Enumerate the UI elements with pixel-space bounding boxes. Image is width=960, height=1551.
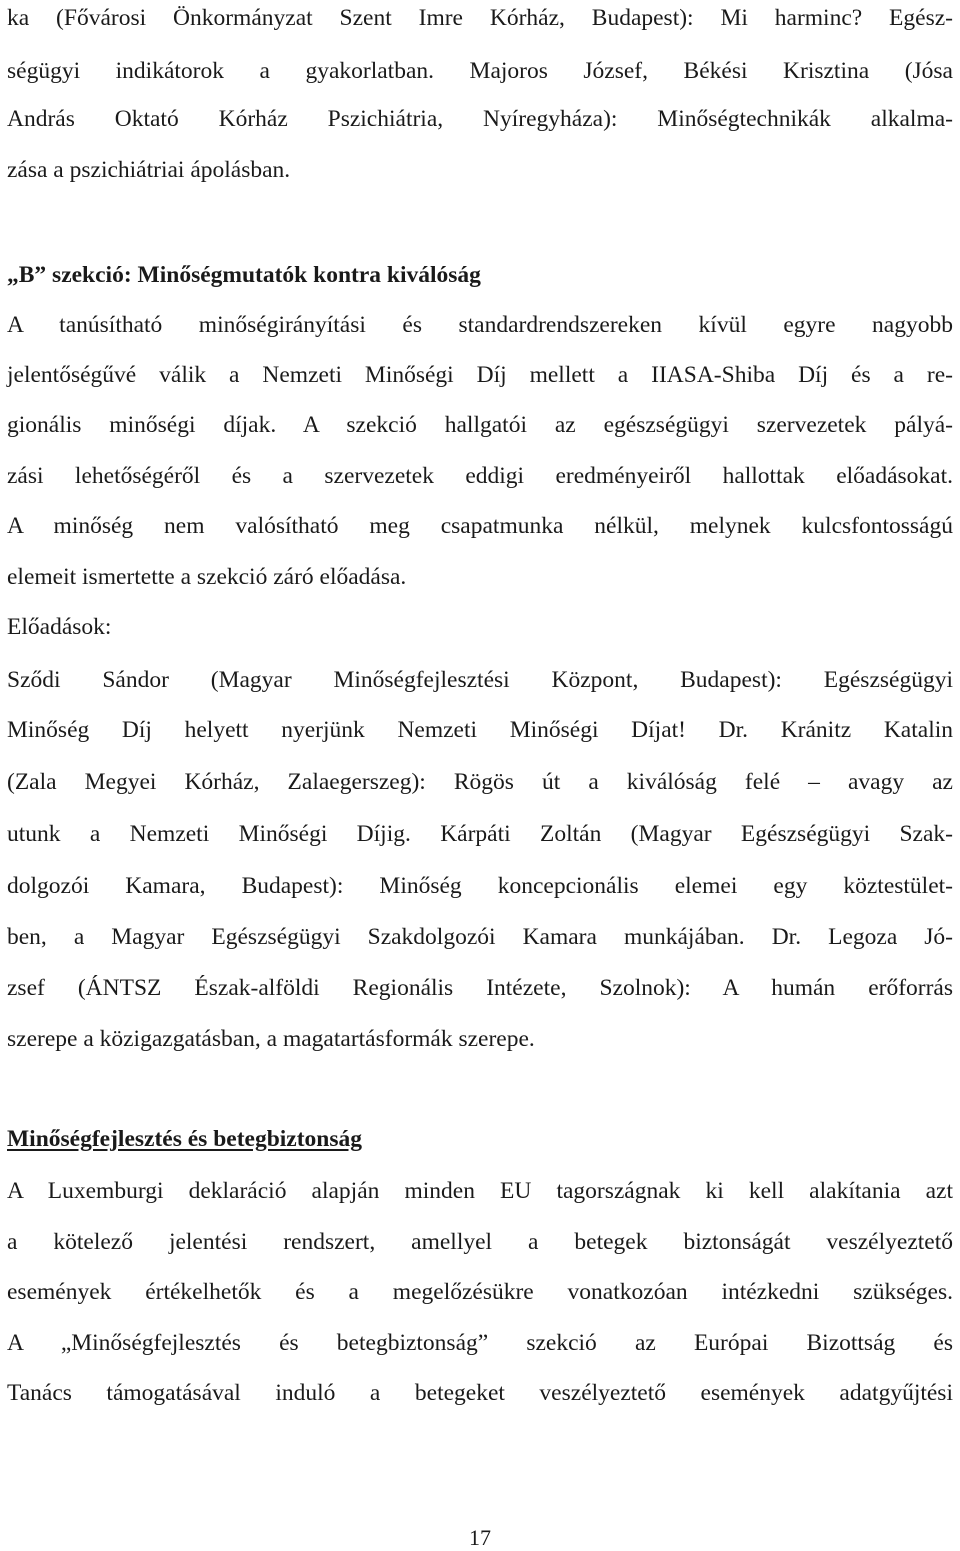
section-heading: „B” szekció: Minőségmutatók kontra kiválóság (7, 262, 481, 288)
text-line: ben, a Magyar Egészségügyi Szakdolgozói Kamara munkájában. Dr. Legoza Jó- (7, 924, 953, 950)
text-line: Sződi Sándor (Magyar Minőségfejlesztési Központ, Budapest): Egészségügyi (7, 667, 953, 693)
page-number: 17 (469, 1525, 491, 1550)
text-line: (Zala Megyei Kórház, Zalaegerszeg): Rögös út a kiválóság felé – avagy az (7, 769, 953, 795)
text-line: dolgozói Kamara, Budapest): Minőség koncepcionális elemei egy köztestület- (7, 873, 953, 899)
text-line: gionális minőségi díjak. A szekció hallgatói az egészségügyi szervezetek pályá- (7, 412, 953, 438)
lectures-label: Előadások: (7, 614, 112, 640)
text-line: utunk a Nemzeti Minőségi Díjig. Kárpáti Zoltán (Magyar Egészségügyi Szak- (7, 821, 953, 847)
text-line: ségügyi indikátorok a gyakorlatban. Majoros József, Békési Krisztina (Jósa (7, 58, 953, 84)
text-line: szerepe a közigazgatásban, a magatartásformák szerepe. (7, 1026, 535, 1052)
text-line: zsef (ÁNTSZ Észak-alföldi Regionális Intézete, Szolnok): A humán erőforrás (7, 975, 953, 1001)
text-line: események értékelhetők és a megelőzésükre vonatkozóan intézkedni szükséges. (7, 1279, 953, 1305)
text-line: elemeit ismertette a szekció záró előadása. (7, 564, 407, 590)
text-line: A Luxemburgi deklaráció alapján minden EU tagországnak ki kell alakítania azt (7, 1178, 953, 1204)
text-line: jelentőségűvé válik a Nemzeti Minőségi Díj mellett a IIASA-Shiba Díj és a re- (7, 362, 953, 388)
text-line: zási lehetőségéről és a szervezetek eddigi eredményeiről hallottak előadásokat. (7, 463, 953, 489)
text-line: András Oktató Kórház Pszichiátria, Nyíregyháza): Minőségtechnikák alkalma- (7, 106, 953, 132)
text-line: Minőség Díj helyett nyerjünk Nemzeti Minőségi Díjat! Dr. Kránitz Katalin (7, 717, 953, 743)
text-line: a kötelező jelentési rendszert, amellyel a betegek biztonságát veszélyeztető (7, 1229, 953, 1255)
section-heading: Minőségfejlesztés és betegbiztonság (7, 1126, 363, 1152)
text-line: zása a pszichiátriai ápolásban. (7, 157, 291, 183)
text-line: A tanúsítható minőségirányítási és standardrendszereken kívül egyre nagyobb (7, 312, 953, 338)
text-line: ka (Fővárosi Önkormányzat Szent Imre Kórház, Budapest): Mi harminc? Egész- (7, 5, 953, 31)
text-line: A „Minőségfejlesztés és betegbiztonság” szekció az Európai Bizottság és (7, 1330, 953, 1356)
text-line: A minőség nem valósítható meg csapatmunka nélkül, melynek kulcsfontosságú (7, 513, 953, 539)
text-line: Tanács támogatásával induló a betegeket veszélyeztető események adatgyűjtési (7, 1380, 953, 1406)
